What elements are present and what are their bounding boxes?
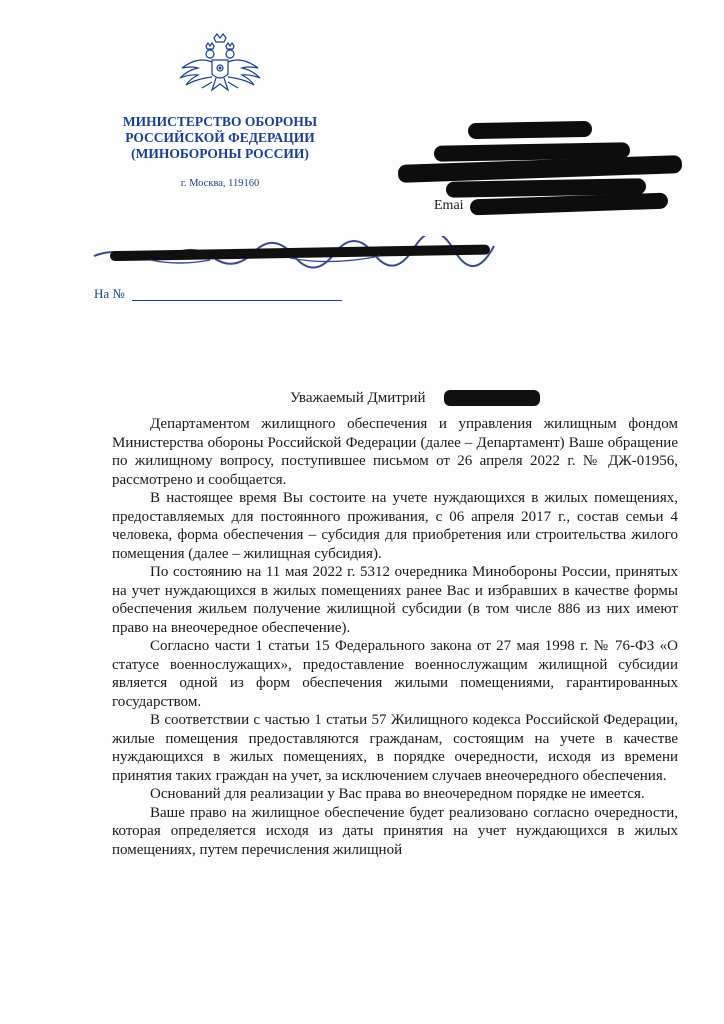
paragraph: Оснований для реализации у Вас права во внеочередном порядке не имеется.: [150, 786, 645, 802]
redaction-bar: [444, 390, 540, 406]
paragraph: В настоящее время Вы состоите на учете нуждающихся в жилых помещениях, предоставляемых для постоянного проживания, с 06 апреля 2017 г., состав семьи 4 человека, форма обеспечения – субсидия для приобретения или строительства жилого помещения (далее – жилищная субсидия).: [112, 490, 678, 562]
ministry-line-1: МИНИСТЕРСТВО ОБОРОНЫ: [122, 114, 318, 129]
reference-number-label: На №: [94, 286, 125, 301]
city-address: г. Москва, 119160: [180, 178, 260, 189]
email-label: Emai: [434, 198, 464, 213]
letter-body: [112, 415, 678, 859]
paragraph: Ваше право на жилищное обеспечение будет реализовано согласно очередности, которая определяется исходя из даты принятия на учет нуждающихся в жилых помещениях, путем перечисления жилищной: [112, 804, 678, 858]
handwritten-reference-scribble: [90, 236, 500, 272]
paragraph: По состоянию на 11 мая 2022 г. 5312 очередника Минобороны России, принятых на учет нуждающихся в жилых помещениях ранее Вас и избравших в качестве формы обеспечения жильем получение жилищной субсидии (в том числе 886 из них имеют право на внеочередное обеспечение).: [112, 564, 678, 636]
reference-number-underline: [132, 300, 342, 301]
paragraph: Департаментом жилищного обеспечения и управления жилищным фондом Министерства обороны Российской Федерации (далее – Департамент) Ваше обращение по жилищному вопросу, поступившее письмом от 26 апреля 2022 г. № ДЖ-01956, рассмотрено и сообщается.: [112, 416, 678, 488]
ministry-name: [100, 114, 340, 162]
ministry-line-2: РОССИЙСКОЙ ФЕДЕРАЦИИ: [125, 130, 315, 145]
salutation: Уважаемый Дмитрий: [290, 390, 426, 406]
double-headed-eagle-icon: [176, 32, 264, 100]
paragraph: Согласно части 1 статьи 15 Федерального закона от 27 мая 1998 г. № 76-ФЗ «О статусе военнослужащих», предоставление военнослужащим жилищной субсидии является одной из форм обеспечения жилыми помещениями, гарантированных государством.: [112, 638, 678, 710]
redaction-bar: [468, 121, 592, 139]
paragraph: В соответствии с частью 1 статьи 57 Жилищного кодекса Российской Федерации, жилые помещения предоставляются гражданам, состоящим на учете в качестве нуждающихся в жилых помещениях, в порядке очередности, исходя из времени принятия таких граждан на учет, за исключением случаев внеочередного обеспечения.: [112, 712, 678, 784]
ministry-line-3: (МИНОБОРОНЫ РОССИИ): [131, 146, 309, 161]
